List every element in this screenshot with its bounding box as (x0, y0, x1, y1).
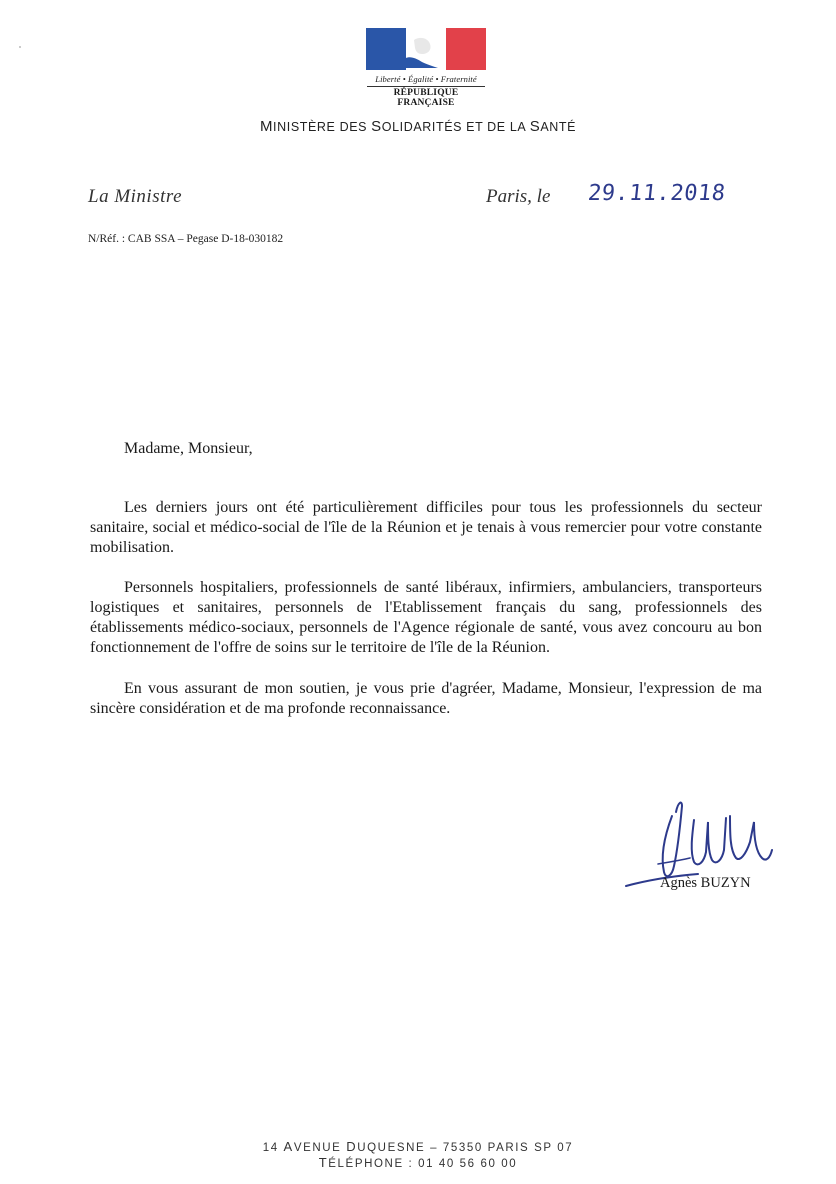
republic-logo (364, 28, 488, 108)
place-label: Paris, le (486, 186, 551, 207)
signatory-name: Agnès BUZYN (660, 875, 751, 891)
republic-name: RÉPUBLIQUE FRANÇAISE (393, 88, 459, 108)
marianne-profile-icon (366, 28, 486, 70)
salutation: Madame, Monsieur, (124, 440, 253, 457)
minister-title: La Ministre (88, 186, 182, 207)
footer-address: 14 AVENUE DUQUESNE – 75350 PARIS SP 07 (262, 1139, 574, 1154)
scan-speck (19, 46, 21, 48)
paragraph-3: En vous assurant de mon soutien, je vous prie d'agréer, Madame, Monsieur, l'expression de ma sincère considération et de ma profonde reconnaissance. (90, 680, 762, 717)
paragraph-2: Personnels hospitaliers, professionnels de santé libéraux, infirmiers, ambulanciers, transporteurs logistiques et sanitaires, personnels de l'Etablissement français du sang, professionnels des établissements médico-sociaux, personnels de l'Agence régionale de santé, vous avez concouru au bon fonctionnement de l'offre de soins sur le territoire de l'île de la Réunion. (90, 579, 762, 656)
paragraph-1: Les derniers jours ont été particulièrement difficiles pour tous les professionnels du secteur sanitaire, social et médico-social de l'île de la Réunion et je tenais à vous remercier pour votre constante mobilisation. (90, 499, 762, 556)
ministry-name: MINISTÈRE DES SOLIDARITÉS ET DE LA SANTÉ (259, 118, 577, 135)
handwritten-date: 29.11.2018 (586, 181, 727, 206)
logo-divider (367, 86, 485, 87)
marianne-flag-icon (366, 28, 486, 70)
reference-number: N/Réf. : CAB SSA – Pegase D-18-030182 (88, 233, 284, 245)
republic-motto: Liberté • Égalité • Fraternité (375, 74, 477, 84)
footer-phone: TÉLÉPHONE : 01 40 56 60 00 (318, 1155, 518, 1170)
